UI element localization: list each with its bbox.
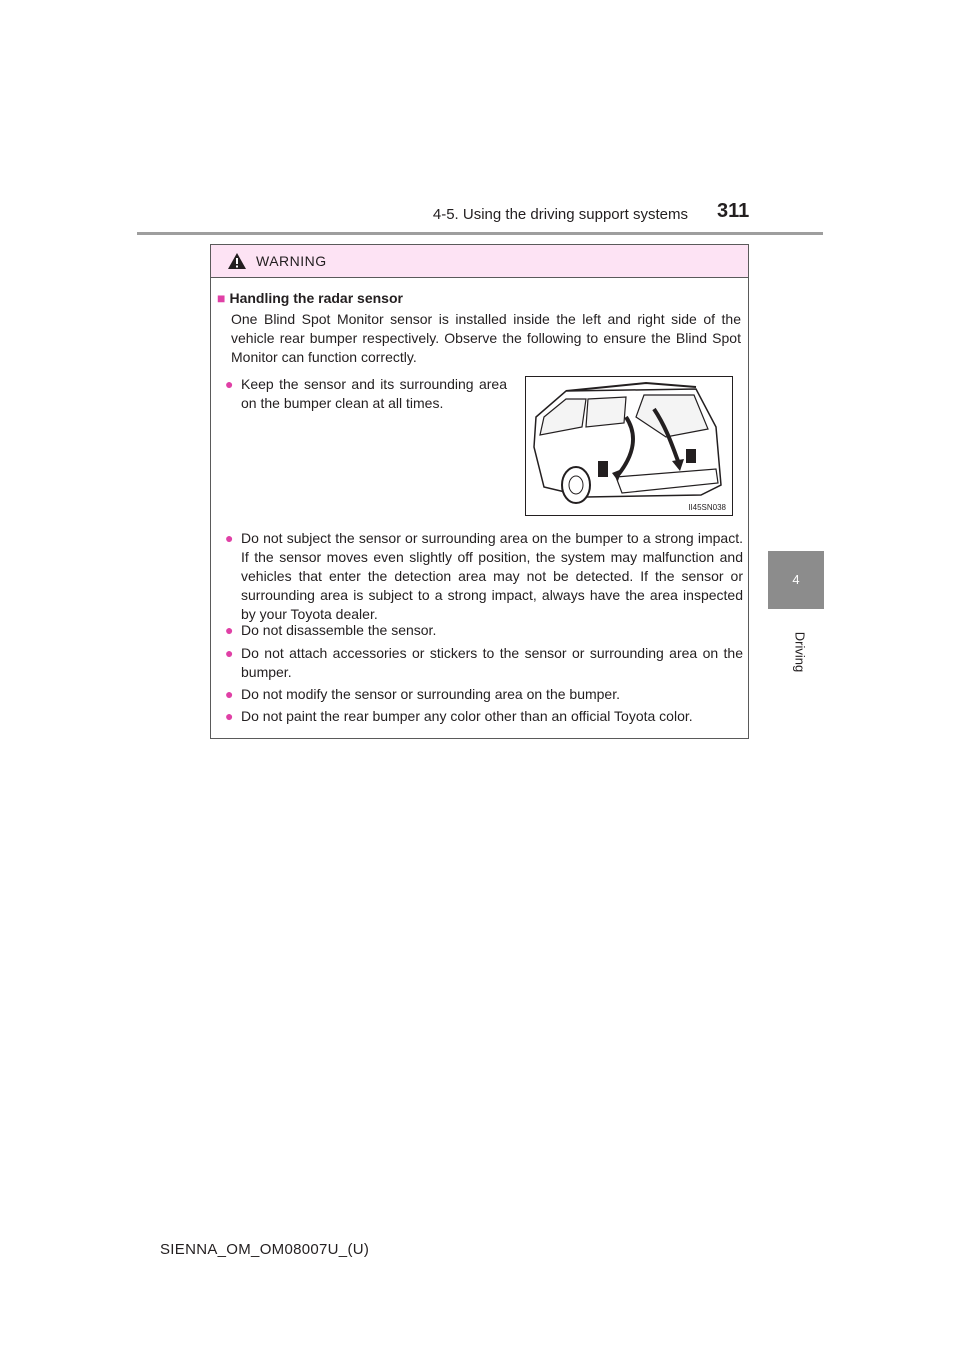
chapter-label xyxy=(790,622,810,682)
bullet-text: Do not paint the rear bumper any color other than an official Toyota color. xyxy=(241,708,693,724)
warning-triangle-icon xyxy=(227,252,247,270)
chapter-label-text: Driving xyxy=(792,631,808,673)
intro-paragraph: One Blind Spot Monitor sensor is installed inside the left and right side of the vehicle rear bumper respectively. Observe the following to ensure the Blind Spot Monitor can function correctly. xyxy=(231,311,741,365)
bullet-text: Do not modify the sensor or surrounding area on the bumper. xyxy=(241,686,620,702)
bullet-dot-icon: ● xyxy=(225,376,234,392)
bullet-text: Do not subject the sensor or surrounding area on the bumper to a strong impact. If the sensor moves even slightly off position, the system may malfunction and vehicles that enter the detection area may not be detected. If the sensor or surrounding area is subject to a strong impact, always have the area inspected by your Toyota dealer. xyxy=(241,530,743,622)
bullet-dot-icon: ● xyxy=(225,645,234,661)
bullet-item xyxy=(225,644,743,682)
chapter-tab: 4 xyxy=(768,551,824,609)
bullet-item xyxy=(225,529,743,624)
bullet-text: Keep the sensor and its surrounding area on the bumper clean at all times. xyxy=(241,376,507,411)
warning-title: WARNING xyxy=(256,253,327,269)
document-id: SIENNA_OM_OM08007U_(U) xyxy=(160,1241,370,1258)
warning-header xyxy=(211,245,748,278)
bullet-dot-icon: ● xyxy=(225,530,234,546)
rear-bumper-sensor-illustration xyxy=(525,376,733,516)
figure-code: II45SN038 xyxy=(688,503,726,512)
bullet-dot-icon: ● xyxy=(225,708,234,724)
bullet-item xyxy=(225,375,507,413)
bullet-dot-icon: ● xyxy=(225,686,234,702)
bullet-text: Do not disassemble the sensor. xyxy=(241,622,437,638)
warning-box xyxy=(210,244,749,739)
bullet-text: Do not attach accessories or stickers to the sensor or surrounding area on the bumper. xyxy=(241,645,743,680)
bullet-item xyxy=(225,621,743,640)
section-heading-text: Handling the radar sensor xyxy=(229,290,403,306)
bullet-item xyxy=(225,707,743,726)
bullet-dot-icon: ● xyxy=(225,622,234,638)
header-divider xyxy=(137,232,823,235)
section-title: 4-5. Using the driving support systems xyxy=(432,206,688,223)
minivan-rear-icon xyxy=(526,377,732,515)
square-bullet-icon: ■ xyxy=(217,290,226,306)
section-heading xyxy=(217,290,403,306)
bullet-item xyxy=(225,685,743,704)
page-number: 311 xyxy=(717,200,750,222)
